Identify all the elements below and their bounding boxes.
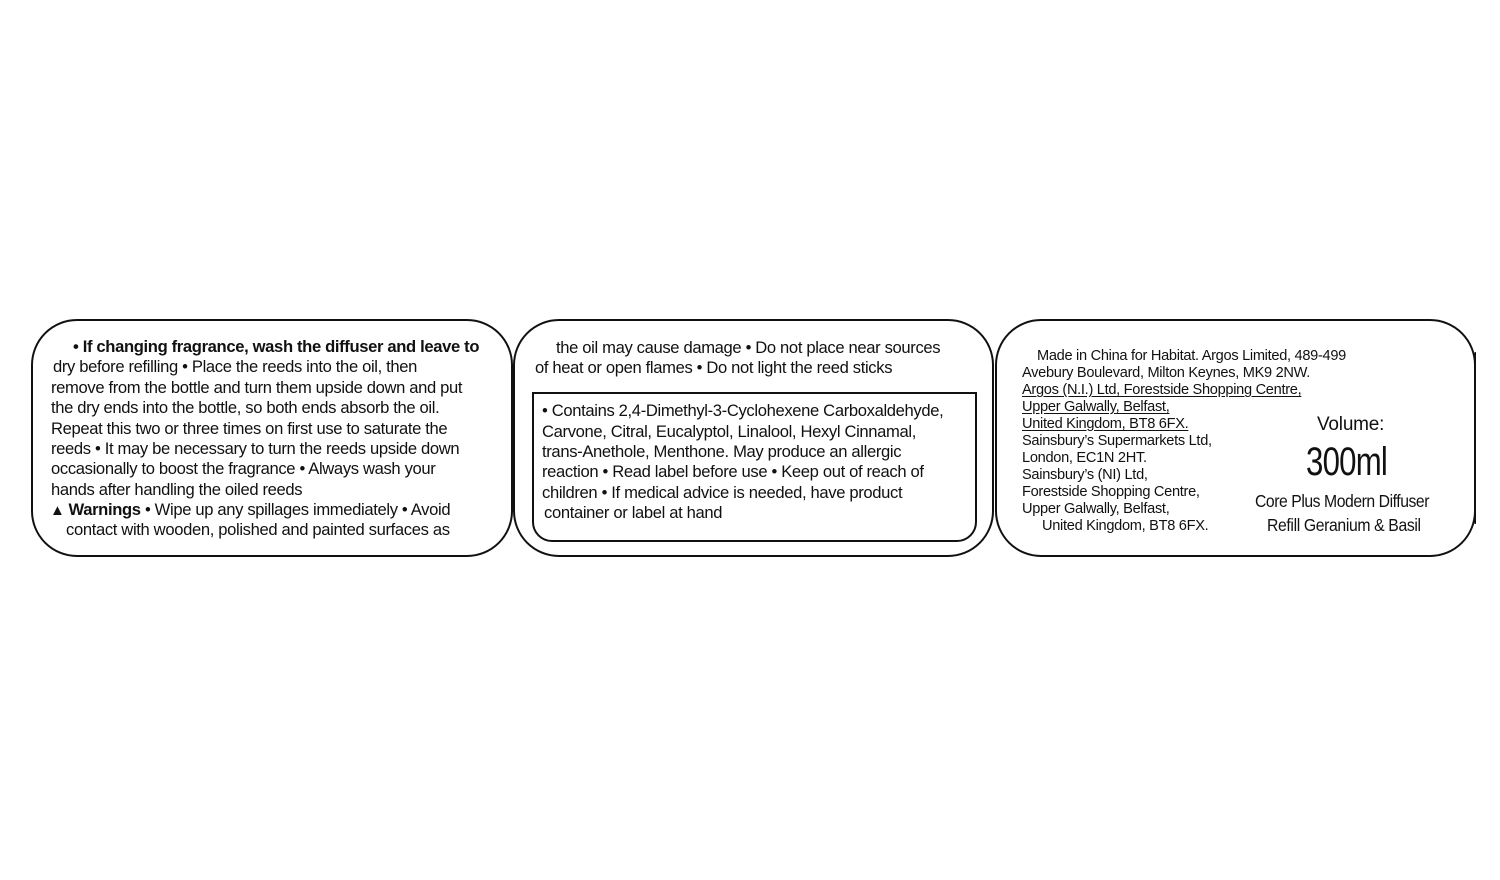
- next-panel-edge: [1474, 352, 1480, 524]
- allergen-line: • Contains 2,4-Dimethyl-3-Cyclohexene Carboxaldehyde,: [542, 401, 944, 420]
- address-line: United Kingdom, BT8 6FX.: [1022, 416, 1189, 432]
- instruction-line: • If changing fragrance, wash the diffuser and leave to: [73, 337, 480, 356]
- instruction-line: dry before refilling • Place the reeds into the oil, then: [53, 357, 418, 376]
- instruction-line: Repeat this two or three times on first use to saturate the: [51, 419, 448, 438]
- label-panel-warnings: [513, 319, 994, 557]
- product-variant: Refill Geranium & Basil: [1267, 515, 1421, 535]
- label-panel-instructions: [31, 319, 513, 557]
- address-line: Sainsbury’s (NI) Ltd,: [1022, 467, 1148, 483]
- instruction-line: remove from the bottle and turn them upside down and put: [51, 378, 463, 397]
- warning-triangle-icon: ▲: [50, 502, 65, 519]
- address-line: Upper Galwally, Belfast,: [1022, 399, 1170, 415]
- allergen-box: [532, 392, 977, 542]
- address-line: London, EC1N 2HT.: [1022, 450, 1147, 466]
- allergen-line: reaction • Read label before use • Keep out of reach of: [542, 462, 924, 481]
- warnings-line: [50, 500, 450, 521]
- volume-value: 300ml: [1306, 440, 1388, 484]
- warning-line: the oil may cause damage • Do not place near sources: [556, 338, 941, 357]
- volume-label: Volume:: [1317, 414, 1385, 435]
- product-name: Core Plus Modern Diffuser: [1255, 491, 1430, 511]
- instruction-line: hands after handling the oiled reeds: [51, 480, 303, 499]
- address-line: United Kingdom, BT8 6FX.: [1042, 518, 1209, 534]
- allergen-line: Carvone, Citral, Eucalyptol, Linalool, Hexyl Cinnamal,: [542, 422, 916, 441]
- instruction-line: reeds • It may be necessary to turn the reeds upside down: [51, 439, 460, 458]
- warnings-text: • Wipe up any spillages immediately • Avoid: [140, 500, 451, 519]
- address-line: Forestside Shopping Centre,: [1022, 484, 1200, 500]
- allergen-line: children • If medical advice is needed, have product: [542, 483, 903, 502]
- allergen-line: trans-Anethole, Menthone. May produce an allergic: [542, 442, 902, 461]
- address-line: Sainsbury’s Supermarkets Ltd,: [1022, 433, 1212, 449]
- instruction-line: contact with wooden, polished and painted surfaces as: [66, 520, 450, 539]
- warnings-label: Warnings: [68, 500, 141, 519]
- instruction-line: occasionally to boost the fragrance • Always wash your: [51, 459, 436, 478]
- warning-line: of heat or open flames • Do not light the reed sticks: [535, 358, 893, 377]
- allergen-line: container or label at hand: [544, 503, 723, 522]
- address-line: Argos (N.I.) Ltd, Forestside Shopping Centre,: [1022, 382, 1302, 398]
- address-line: Avebury Boulevard, Milton Keynes, MK9 2NW.: [1022, 365, 1311, 381]
- label-panel-product: [995, 319, 1476, 557]
- instruction-line: the dry ends into the bottle, so both ends absorb the oil.: [51, 398, 440, 417]
- address-line: Upper Galwally, Belfast,: [1022, 501, 1170, 517]
- address-line: Made in China for Habitat. Argos Limited, 489-499: [1037, 348, 1346, 364]
